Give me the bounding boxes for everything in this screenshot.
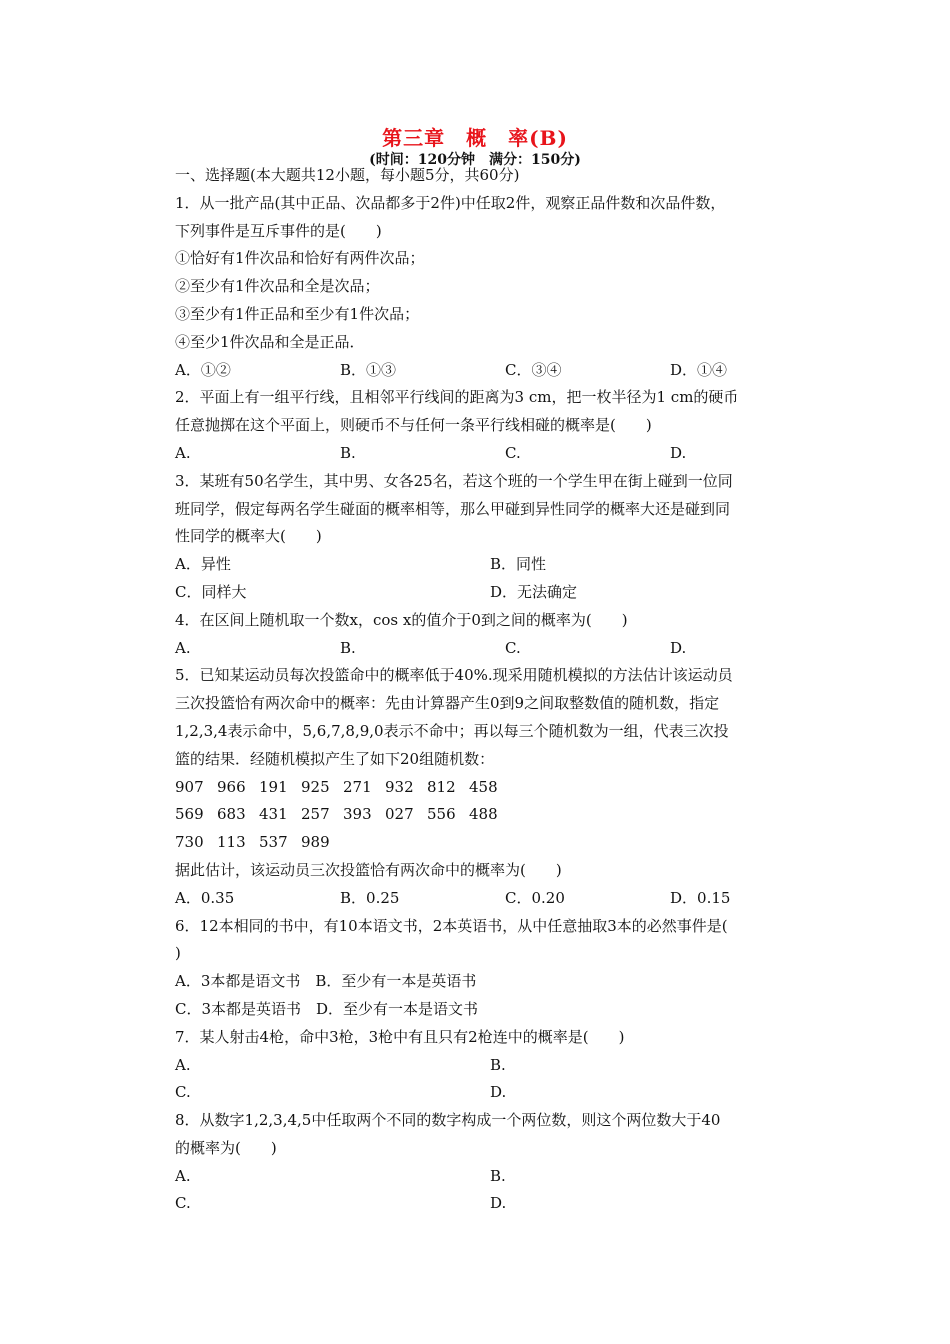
random-number: 966: [217, 777, 246, 796]
random-number: 458: [469, 777, 498, 796]
random-number: 113: [217, 833, 246, 852]
q2-option-d: D.: [670, 443, 687, 462]
q3-option-d: D．无法确定: [490, 582, 578, 601]
q1-statement-3: ③至少有1件正品和至少有1件次品；: [175, 304, 420, 323]
q4-option-b: B.: [340, 638, 356, 657]
random-number: 989: [301, 833, 330, 852]
q8-option-c: C.: [175, 1194, 191, 1213]
q5-random-numbers-row2: [175, 801, 805, 829]
random-number: 907: [175, 777, 204, 796]
q7-option-a: A.: [175, 1055, 191, 1074]
q1-option-c: C．③④: [505, 360, 562, 379]
q5-stem-line1: 5．已知某运动员每次投篮命中的概率低于40%.现采用随机模拟的方法估计该运动员: [175, 666, 733, 685]
q8-stem-line2: 的概率为( ): [175, 1138, 277, 1157]
q3-stem-line2: 班同学，假定每两名学生碰面的概率相等，那么甲碰到异性同学的概率大还是碰到同: [175, 499, 731, 518]
q1-stem-line1: 1．从一批产品(其中正品、次品都多于2件)中任取2件，观察正品件数和次品件数，: [175, 193, 726, 212]
q7-options-row2: [175, 1079, 805, 1107]
q8-options-row1: [175, 1163, 805, 1191]
q7-option-b: B.: [490, 1055, 506, 1074]
q5-option-b: B．0.25: [340, 888, 400, 907]
q1-options: [175, 357, 805, 385]
q6-options-line1: A．3本都是语文书 B．至少有一本是英语书: [175, 972, 477, 991]
random-number: 393: [343, 805, 372, 824]
document-body: [175, 162, 805, 1218]
q4-option-d: D.: [670, 638, 687, 657]
random-number: 730: [175, 833, 204, 852]
q2-option-b: B.: [340, 443, 356, 462]
q5-stem-line4: 篮的结果．经随机模拟产生了如下20组随机数：: [175, 749, 495, 768]
q3-stem-line3: 性同学的概率大( ): [175, 527, 322, 546]
random-number: 027: [385, 805, 414, 824]
q1-stem-line2: 下列事件是互斥事件的是( ): [175, 221, 382, 240]
random-number: 932: [385, 777, 414, 796]
q2-options: [175, 440, 805, 468]
q1-statement-1: ①恰好有1件次品和恰好有两件次品；: [175, 249, 425, 268]
q6-stem-line2: ): [175, 944, 181, 963]
q3-options-row2: [175, 579, 805, 607]
q3-option-c: C．同样大: [175, 582, 247, 601]
q4-stem: 4．在区间上随机取一个数x，cos x的值介于0到之间的概率为( ): [175, 610, 628, 629]
q7-option-c: C.: [175, 1083, 191, 1102]
random-number: 537: [259, 833, 288, 852]
q8-option-a: A.: [175, 1166, 191, 1185]
q1-option-b: B．①③: [340, 360, 397, 379]
q5-stem-line3: 1,2,3,4表示命中，5,6,7,8,9,0表示不命中；再以每三个随机数为一组，代表三次投: [175, 721, 729, 740]
q3-option-b: B．同性: [490, 555, 547, 574]
q4-option-c: C.: [505, 638, 521, 657]
q2-option-c: C.: [505, 443, 521, 462]
q6-options-line2: C．3本都是英语书 D．至少有一本是语文书: [175, 999, 479, 1018]
q8-stem-line1: 8．从数字1,2,3,4,5中任取两个不同的数字构成一个两位数，则这个两位数大于40: [175, 1111, 721, 1130]
q2-option-a: A.: [175, 443, 191, 462]
q5-random-numbers-row3: [175, 829, 805, 857]
q7-stem: 7．某人射击4枪，命中3枪，3枪中有且只有2枪连中的概率是( ): [175, 1027, 625, 1046]
q4-options: [175, 635, 805, 663]
random-number: 271: [343, 777, 372, 796]
random-number: 556: [427, 805, 456, 824]
q5-option-d: D．0.15: [670, 888, 731, 907]
random-number: 431: [259, 805, 288, 824]
q7-option-d: D.: [490, 1083, 507, 1102]
q5-option-a: A．0.35: [175, 888, 235, 907]
random-number: 488: [469, 805, 498, 824]
page-title: 第三章 概 率(B): [382, 126, 568, 150]
random-number: 925: [301, 777, 330, 796]
q8-option-b: B.: [490, 1166, 506, 1185]
q5-random-numbers-row1: [175, 774, 805, 802]
random-number: 257: [301, 805, 330, 824]
q5-stem-line2: 三次投篮恰有两次命中的概率：先由计算器产生0到9之间取整数值的随机数，指定: [175, 694, 720, 713]
q5-option-c: C．0.20: [505, 888, 565, 907]
q5-options: [175, 885, 805, 913]
q1-option-d: D．①④: [670, 360, 728, 379]
q6-stem-line1: 6．12本相同的书中，有10本语文书，2本英语书，从中任意抽取3本的必然事件是(: [175, 916, 728, 935]
q8-options-row2: [175, 1190, 805, 1218]
q3-option-a: A．异性: [175, 555, 231, 574]
q1-statement-4: ④至少1件次品和全是正品．: [175, 332, 365, 351]
q1-option-a: A．①②: [175, 360, 231, 379]
random-number: 683: [217, 805, 246, 824]
page-subtitle: (时间：120分钟 满分：150分): [369, 152, 581, 168]
q3-stem-line1: 3．某班有50名学生，其中男、女各25名，若这个班的一个学生甲在街上碰到一位同: [175, 471, 733, 490]
q4-option-a: A.: [175, 638, 191, 657]
section-heading: 一、选择题(本大题共12小题，每小题5分，共60分): [175, 166, 520, 184]
q2-stem-line1: 2．平面上有一组平行线，且相邻平行线间的距离为3 cm，把一枚半径为1 cm的硬币: [175, 388, 739, 407]
q3-options-row1: [175, 551, 805, 579]
q8-option-d: D.: [490, 1194, 507, 1213]
q5-stem-line5: 据此估计，该运动员三次投篮恰有两次命中的概率为( ): [175, 860, 562, 879]
random-number: 569: [175, 805, 204, 824]
random-number: 812: [427, 777, 456, 796]
random-number: 191: [259, 777, 288, 796]
q2-stem-line2: 任意抛掷在这个平面上，则硬币不与任何一条平行线相碰的概率是( ): [175, 416, 652, 435]
q1-statement-2: ②至少有1件次品和全是次品；: [175, 277, 380, 296]
q7-options-row1: [175, 1052, 805, 1080]
